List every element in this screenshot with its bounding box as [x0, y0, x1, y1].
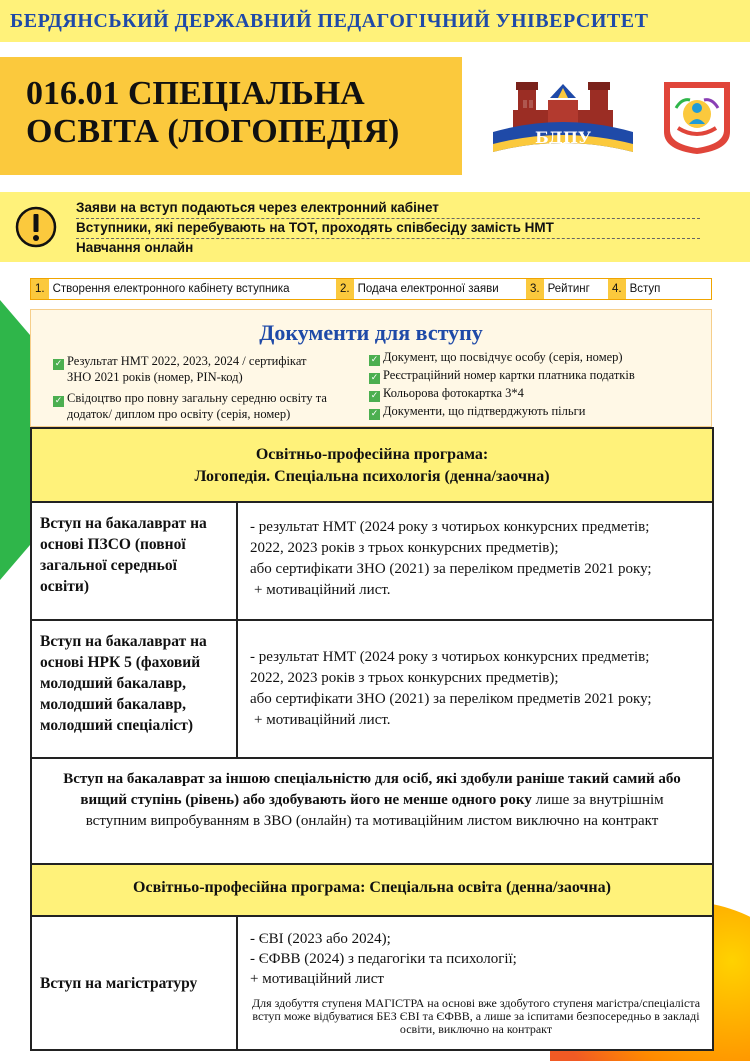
program-title-line2: ОСВІТА (ЛОГОПЕДІЯ)	[26, 113, 400, 150]
requirement-line: або сертифікати ЗНО (2021) за переліком предметів 2021 року;	[250, 561, 652, 577]
svg-text:БДПУ: БДПУ	[535, 128, 591, 147]
checkbox-icon: ✓	[370, 409, 379, 419]
checkbox-icon: ✓	[370, 373, 379, 383]
notice-divider	[76, 238, 700, 239]
other-specialty-row	[32, 759, 712, 865]
admission-table	[30, 427, 714, 1051]
step-label: Створення електронного кабінету вступника	[52, 283, 290, 295]
program-header-logopedics	[32, 429, 712, 503]
requirement-line: 2022, 2023 років з трьох конкурсних предметів);	[250, 540, 559, 556]
step-item	[608, 279, 708, 299]
admission-requirements-cell	[238, 621, 712, 757]
document-item: ✓ Документ, що посвідчує особу (серія, номер)	[370, 350, 623, 365]
document-item: ✓ Реєстраційний номер картки платника податків	[370, 368, 635, 383]
program-header-special-education	[32, 865, 712, 917]
requirement-line: 2022, 2023 років з трьох конкурсних предметів);	[250, 670, 559, 686]
documents-section	[30, 309, 712, 427]
admission-notice	[0, 192, 750, 262]
requirement-line: + мотиваційний лист.	[254, 712, 391, 728]
step-number: 3.	[526, 279, 544, 299]
step-item	[31, 279, 336, 299]
requirement-line: або сертифікати ЗНО (2021) за переліком предметів 2021 року;	[250, 691, 652, 707]
table-row	[32, 503, 712, 621]
step-label: Подача електронної заяви	[357, 283, 499, 295]
step-label: Вступ	[629, 283, 661, 295]
program-title-block	[0, 57, 462, 175]
step-number: 1.	[31, 279, 49, 299]
table-row	[32, 621, 712, 759]
admission-type-cell: Вступ на магістратуру	[32, 917, 238, 1051]
program-header-line1: Освітньо-професійна програма: Спеціальна освіта (денна/заочна)	[133, 879, 611, 896]
other-specialty-text: лише за внутрішнім вступним випробуванням в ЗВО (онлайн) та мотиваційним листом виключно на контракт	[85, 792, 664, 829]
program-title-line1: 016.01 СПЕЦІАЛЬНА	[26, 75, 365, 112]
notice-electronic-cabinet: Заяви на вступ подаються через електронний кабінет	[76, 200, 439, 215]
step-item	[526, 279, 608, 299]
admission-type-cell: Вступ на бакалаврат на основі НРК 5 (фаховий молодший бакалавр, молодший бакалавр, молодший спеціаліст)	[32, 621, 238, 757]
document-item: ✓ Свідоцтво про повну загальну середню освіту та додаток/ диплом про освіту (серія, номер)	[54, 391, 327, 421]
requirement-line: - ЄФВВ (2024) з педагогіки та психології;	[250, 951, 517, 967]
requirement-line: + мотиваційний лист.	[254, 582, 391, 598]
step-item	[336, 279, 526, 299]
admission-requirements-cell	[238, 917, 712, 1051]
admission-requirements-cell	[238, 503, 712, 619]
document-item: ✓ Документи, що підтверджують пільги	[370, 404, 586, 419]
step-number: 4.	[608, 279, 626, 299]
table-row	[32, 917, 712, 1051]
requirement-line: + мотиваційний лист	[250, 971, 384, 987]
master-note: Для здобуття ступеня МАГІСТРА на основі вже здобутого ступеня магістра/спеціаліста вступ може відбуватися БЕЗ ЄВІ та ЄФВВ, а лише за іспитами безпосередньо в закладі освіти, виключно на контракт	[251, 996, 701, 1036]
documents-title: Документи для вступу	[259, 320, 483, 345]
university-name: БЕРДЯНСЬКИЙ ДЕРЖАВНИЙ ПЕДАГОГІЧНИЙ УНІВЕРСИТЕТ	[10, 9, 649, 32]
checkbox-icon: ✓	[54, 359, 63, 369]
requirement-line: - результат НМТ (2024 року з чотирьох конкурсних предметів;	[250, 519, 650, 535]
warning-icon	[14, 205, 58, 249]
checkbox-icon: ✓	[370, 355, 379, 365]
notice-tot-interview: Вступники, які перебувають на ТОТ, проходять співбесіду замість НМТ	[76, 220, 554, 235]
program-header-line2: Логопедія. Спеціальна психологія (денна/заочна)	[194, 468, 550, 485]
checkbox-icon: ✓	[54, 396, 63, 406]
admission-steps	[30, 278, 712, 300]
requirement-line: - ЄВІ (2023 або 2024);	[250, 931, 391, 947]
admission-type-cell: Вступ на бакалаврат на основі ПЗСО (повної загальної середньої освіти)	[32, 503, 238, 619]
notice-divider	[76, 218, 700, 219]
document-item: ✓ Кольорова фотокартка 3*4	[370, 386, 524, 401]
step-label: Рейтинг	[547, 283, 590, 295]
institute-logo-icon	[660, 78, 734, 156]
bdpu-logo-icon	[488, 70, 638, 160]
program-header-line1: Освітньо-професійна програма:	[255, 446, 489, 463]
checkbox-icon: ✓	[370, 391, 379, 401]
other-specialty-bold: Вступ на бакалаврат за іншою спеціальністю для осіб, які здобули раніше такий самий або вищий ступінь (рівень) або здобувають його не менше одного року	[63, 771, 681, 808]
requirement-line: - результат НМТ (2024 року з чотирьох конкурсних предметів;	[250, 649, 650, 665]
document-item: ✓ Результат НМТ 2022, 2023, 2024 / сертифікат ЗНО 2021 років (номер, PIN-код)	[54, 354, 307, 384]
notice-online-study: Навчання онлайн	[76, 240, 194, 255]
step-number: 2.	[336, 279, 354, 299]
university-header	[0, 0, 750, 42]
